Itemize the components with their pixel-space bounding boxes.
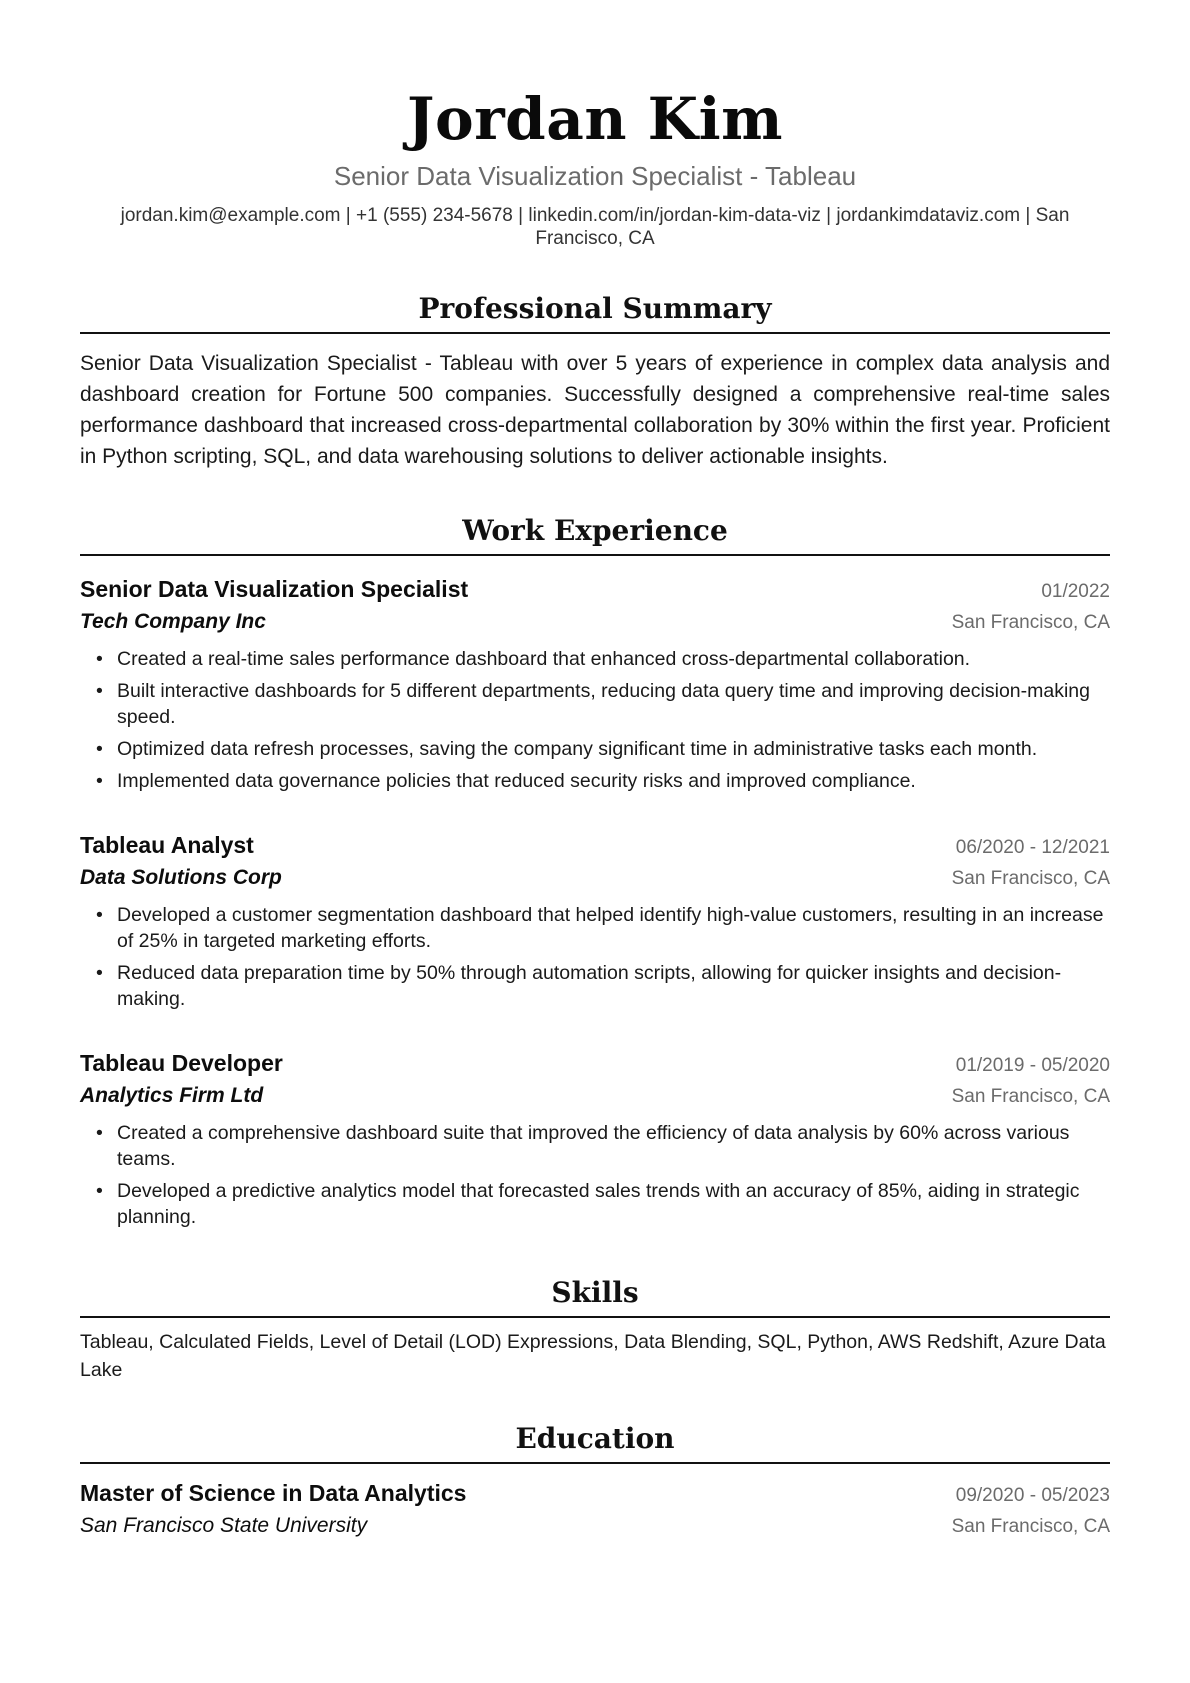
section-title: Work Experience [80,514,1110,556]
school-name: San Francisco State University [80,1514,368,1537]
list-item: • Reduced data preparation time by 50% through automation scripts, allowing for quicker insights and decision-making. [80,960,1110,1012]
education-section [80,1422,1110,1542]
list-item: • Built interactive dashboards for 5 different departments, reducing data query time and improving decision-making speed. [80,678,1110,730]
job-company: Tech Company Inc [80,610,266,633]
list-item: • Created a comprehensive dashboard suite that improved the efficiency of data analysis by 60% across various teams. [80,1120,1110,1172]
education-school-row [80,1511,1110,1542]
job-bullets [80,646,1110,794]
contact-line: jordan.kim@example.com | +1 (555) 234-5678 | linkedin.com/in/jordan-kim-data-viz | jordankimdataviz.com | San Francisco, CA [120,205,1070,249]
job-company: Analytics Firm Ltd [80,1084,264,1107]
job-date: 01/2022 [1041,581,1110,602]
job-location: San Francisco, CA [951,868,1110,889]
education-header-row [80,1478,1110,1511]
summary-section [80,292,1110,472]
resume-header [80,86,1110,250]
job-company-row [80,1081,1110,1112]
list-item: • Developed a customer segmentation dashboard that helped identify high-value customers, resulting in an increase of 25% in targeted marketing efforts. [80,902,1110,954]
skills-section [80,1276,1110,1384]
job-bullets [80,902,1110,1012]
degree-title: Master of Science in Data Analytics [80,1480,467,1506]
job-location: San Francisco, CA [951,1086,1110,1107]
job-entry [80,830,1110,1012]
job-header-row [80,1048,1110,1081]
job-company: Data Solutions Corp [80,866,282,889]
job-company-row [80,607,1110,638]
section-title: Skills [80,1276,1110,1318]
job-entry [80,574,1110,794]
skills-text: Tableau, Calculated Fields, Level of Detail (LOD) Expressions, Data Blending, SQL, Python, AWS Redshift, Azure Data Lake [80,1331,1106,1381]
job-location: San Francisco, CA [951,612,1110,633]
job-title: Senior Data Visualization Specialist [80,576,469,602]
list-item: • Created a real-time sales performance dashboard that enhanced cross-departmental collaboration. [80,646,1110,672]
experience-section [80,514,1110,1230]
list-item: • Implemented data governance policies that reduced security risks and improved compliance. [80,768,1110,794]
job-title: Tableau Analyst [80,832,254,858]
job-header-row [80,830,1110,863]
job-title: Tableau Developer [80,1050,283,1076]
job-header-row [80,574,1110,607]
job-bullets [80,1120,1110,1230]
list-item: • Developed a predictive analytics model that forecasted sales trends with an accuracy of 85%, aiding in strategic planning. [80,1178,1110,1230]
education-date: 09/2020 - 05/2023 [955,1485,1110,1506]
candidate-name: Jordan Kim [407,85,783,153]
education-entry [80,1478,1110,1542]
job-date: 06/2020 - 12/2021 [955,837,1110,858]
section-title: Education [80,1422,1110,1464]
job-entry [80,1048,1110,1230]
education-location: San Francisco, CA [951,1516,1110,1537]
job-company-row [80,863,1110,894]
job-date: 01/2019 - 05/2020 [955,1055,1110,1076]
candidate-headline: Senior Data Visualization Specialist - Tableau [333,161,857,191]
section-title: Professional Summary [80,292,1110,334]
summary-text: Senior Data Visualization Specialist - Tableau with over 5 years of experience in complex data analysis and dashboard creation for Fortune 500 companies. Successfully designed a comprehensive real-time sales performance dashboard that increased cross-departmental collaboration by 30% within the first year. Proficient in Python scripting, SQL, and data warehousing solutions to deliver actionable insights. [80,352,1110,468]
list-item: • Optimized data refresh processes, saving the company significant time in administrative tasks each month. [80,736,1110,762]
